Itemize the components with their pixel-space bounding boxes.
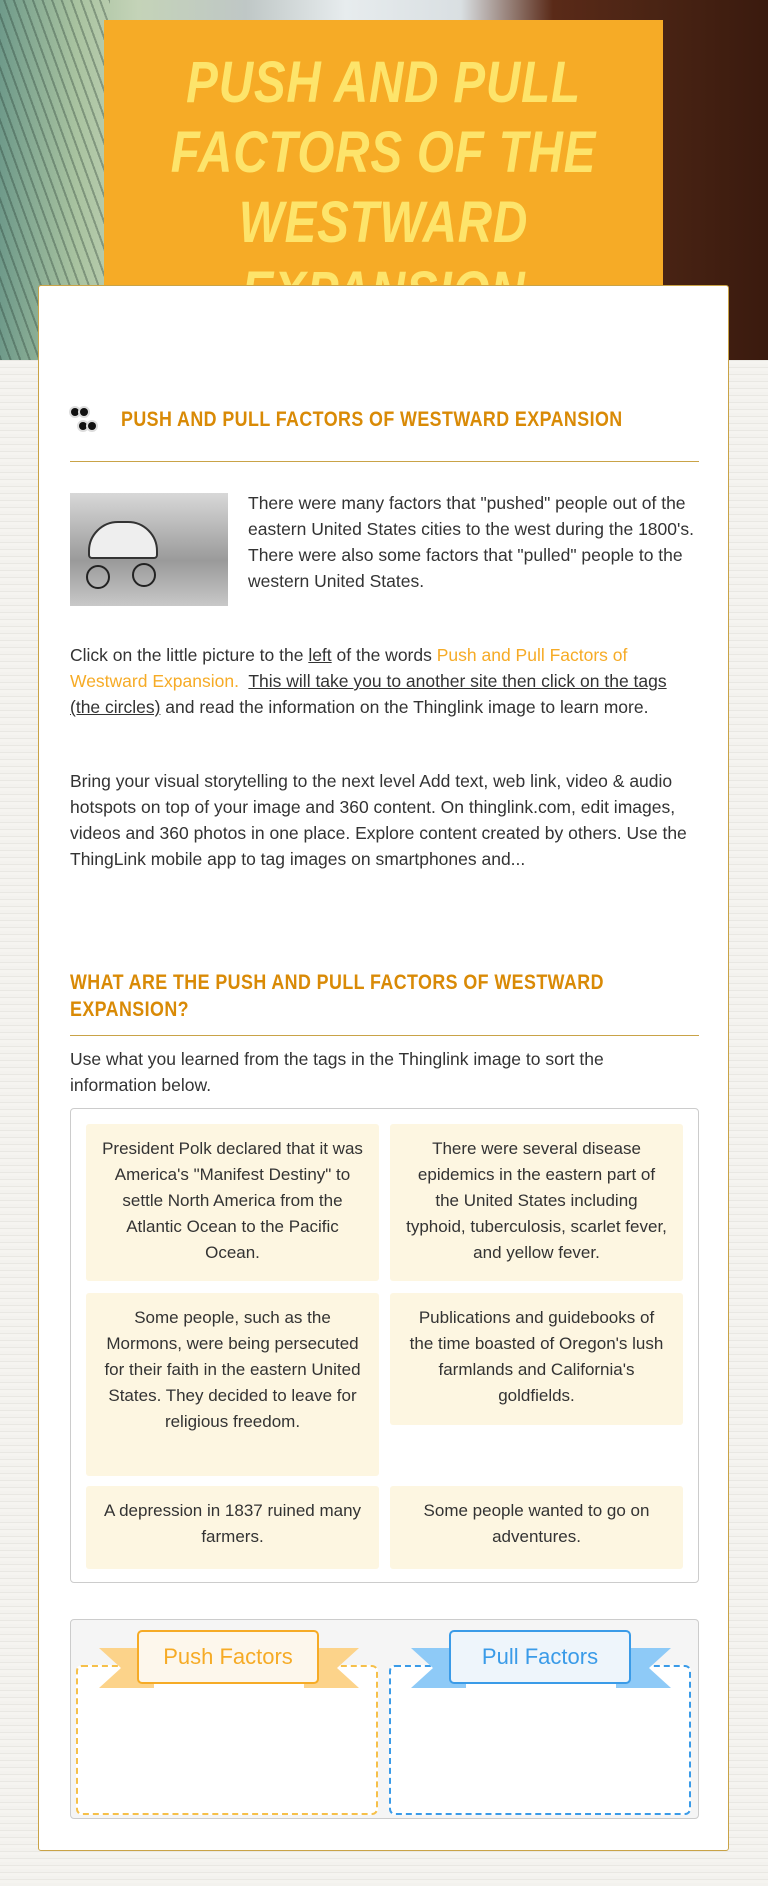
sortable-items-container [70, 1108, 699, 1583]
thinglink-link[interactable]: Push and Pull Factors of Westward Expansion. [70, 645, 628, 691]
draggable-item[interactable]: Publications and guidebooks of the time boasted of Oregon's lush farmlands and California's goldfields. [390, 1293, 683, 1425]
title-banner [104, 20, 663, 286]
divider [70, 1035, 699, 1036]
sorting-bins [70, 1619, 699, 1819]
text: of the words [331, 645, 437, 665]
text: left [308, 645, 332, 665]
page-title: PUSH AND PULL FACTORS OF THE WESTWARD [170, 50, 597, 255]
worksheet-card [38, 285, 729, 1851]
draggable-item[interactable]: There were several disease epidemics in the eastern part of the United States including typhoid, tuberculosis, scarlet fever, and yellow fever. [390, 1124, 683, 1281]
text: and read the information on the Thinglink image to learn more. [160, 697, 649, 717]
pull-ribbon [411, 1630, 671, 1696]
section-heading[interactable]: PUSH AND PULL FACTORS OF WESTWARD EXPANSION [121, 408, 623, 431]
intro-text: There were many factors that "pushed" people out of the eastern United States cities to the west during the 1800's. There were also some factors that "pulled" people to the western United States. [248, 493, 694, 591]
thinglink-description: Bring your visual storytelling to the next level Add text, web link, video & audio hotspots on top of your image and 360 content. On thinglink.com, edit images, videos and 360 photos in one place. Explore content created by others. Use the ThingLink mobile app to tag images on smartphones and... [70, 771, 687, 869]
push-factors-label: Push Factors [137, 1630, 319, 1684]
thinglink-icon[interactable] [69, 406, 101, 436]
draggable-item[interactable]: A depression in 1837 ruined many farmers. [86, 1486, 379, 1569]
instructions-paragraph [70, 642, 695, 720]
pull-factors-label: Pull Factors [449, 1630, 631, 1684]
section-heading: WHAT ARE THE PUSH AND PULL FACTORS OF WESTWARD EXPANSION? [70, 971, 604, 1021]
draggable-item[interactable]: President Polk declared that it was America's "Manifest Destiny" to settle North America from the Atlantic Ocean to the Pacific Ocean. [86, 1124, 379, 1281]
push-ribbon [99, 1630, 359, 1696]
text: Click on the little picture to the [70, 645, 309, 665]
text: This will take you to another site then click on the tags (the circles) [70, 671, 667, 717]
sort-instructions: Use what you learned from the tags in the Thinglink image to sort the information below. [70, 1049, 604, 1095]
draggable-item[interactable]: Some people wanted to go on adventures. [390, 1486, 683, 1569]
covered-wagon-image [70, 493, 228, 606]
draggable-item[interactable]: Some people, such as the Mormons, were being persecuted for their faith in the eastern United States. They decided to leave for religious freedom. [86, 1293, 379, 1476]
divider [70, 461, 699, 462]
